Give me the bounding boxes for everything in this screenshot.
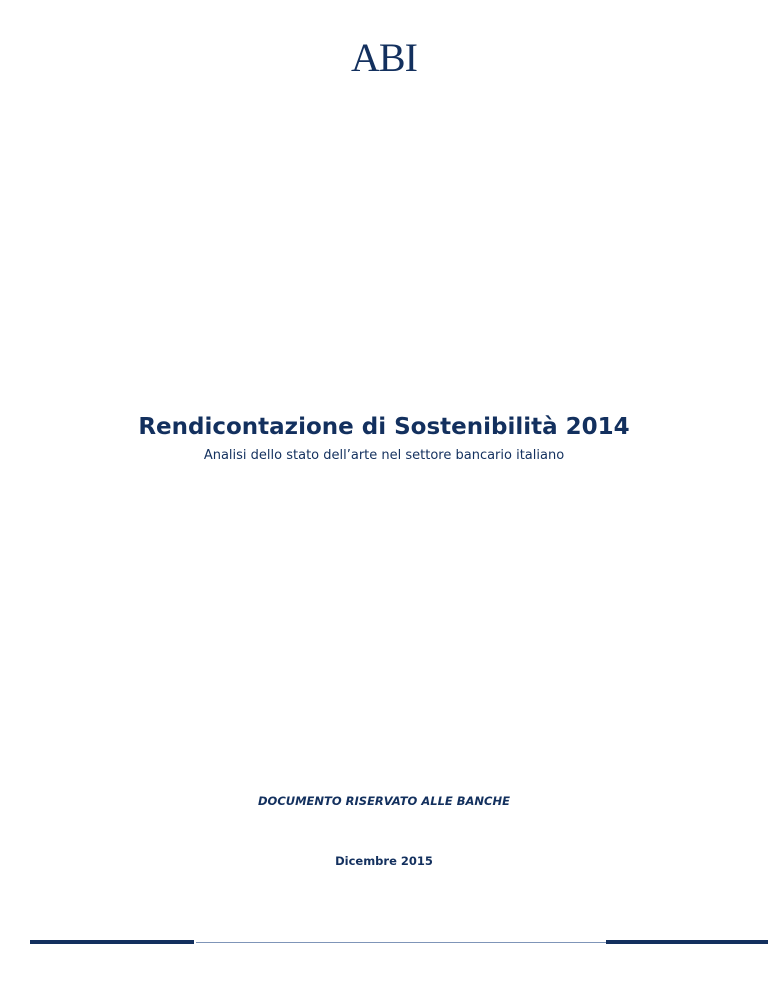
footer-divider-right-segment xyxy=(606,940,768,944)
footer-divider-middle-line xyxy=(196,942,606,943)
document-subtitle: Analisi dello stato dell’arte nel settore bancario italiano xyxy=(203,448,565,463)
publication-date: Dicembre 2015 xyxy=(335,854,433,868)
abi-logo: ABI xyxy=(351,35,417,80)
footer-divider-left-segment xyxy=(30,940,194,944)
footer-divider xyxy=(30,940,768,944)
restriction-notice: DOCUMENTO RISERVATO ALLE BANCHE xyxy=(258,794,510,808)
document-title: Rendicontazione di Sostenibilità 2014 xyxy=(138,414,630,440)
